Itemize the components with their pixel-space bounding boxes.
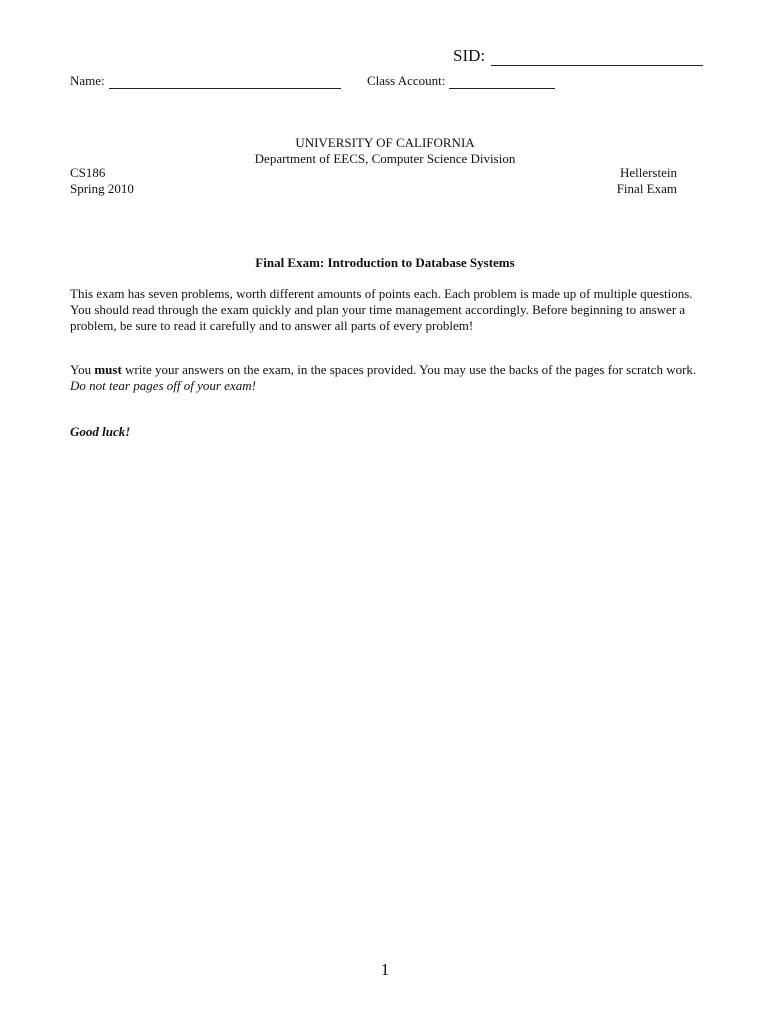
p2-text-a: You — [70, 362, 95, 377]
p2-must: must — [94, 362, 122, 377]
sid-row — [453, 46, 703, 66]
instructions-paragraph-2 — [70, 362, 700, 394]
name-label: Name: — [70, 73, 105, 88]
university-header — [0, 135, 770, 167]
class-account-input-line[interactable] — [449, 74, 555, 89]
class-account-row — [367, 73, 555, 89]
course-info — [70, 165, 134, 197]
department-name: Department of EECS, Computer Science Division — [254, 151, 516, 166]
instructor-info — [560, 165, 677, 197]
name-row — [70, 73, 341, 89]
sid-input-line[interactable] — [491, 47, 703, 66]
p2-warning: Do not tear pages off of your exam! — [70, 378, 256, 393]
p2-text-b: write your answers on the exam, in the spaces provided. You may use the backs of the pages for scratch work. — [121, 362, 697, 377]
course-code: CS186 — [70, 165, 106, 180]
exam-title: Final Exam: Introduction to Database Systems — [255, 255, 515, 270]
course-term: Spring 2010 — [70, 181, 134, 196]
instructor-name: Hellerstein — [619, 165, 677, 180]
good-luck: Good luck! — [70, 424, 131, 439]
name-input-line[interactable] — [109, 74, 341, 89]
class-account-label: Class Account: — [367, 73, 446, 88]
sid-label: SID: — [453, 46, 486, 65]
exam-type: Final Exam — [616, 181, 677, 196]
university-name: UNIVERSITY OF CALIFORNIA — [295, 135, 475, 150]
page-number: 1 — [380, 960, 390, 979]
instructions-paragraph-1: This exam has seven problems, worth different amounts of points each. Each problem is made up of multiple questions. You should read through the exam quickly and plan your time management accordingly. Before beginning to answer a problem, be sure to read it carefully and to answer all parts of every problem! — [70, 286, 693, 333]
